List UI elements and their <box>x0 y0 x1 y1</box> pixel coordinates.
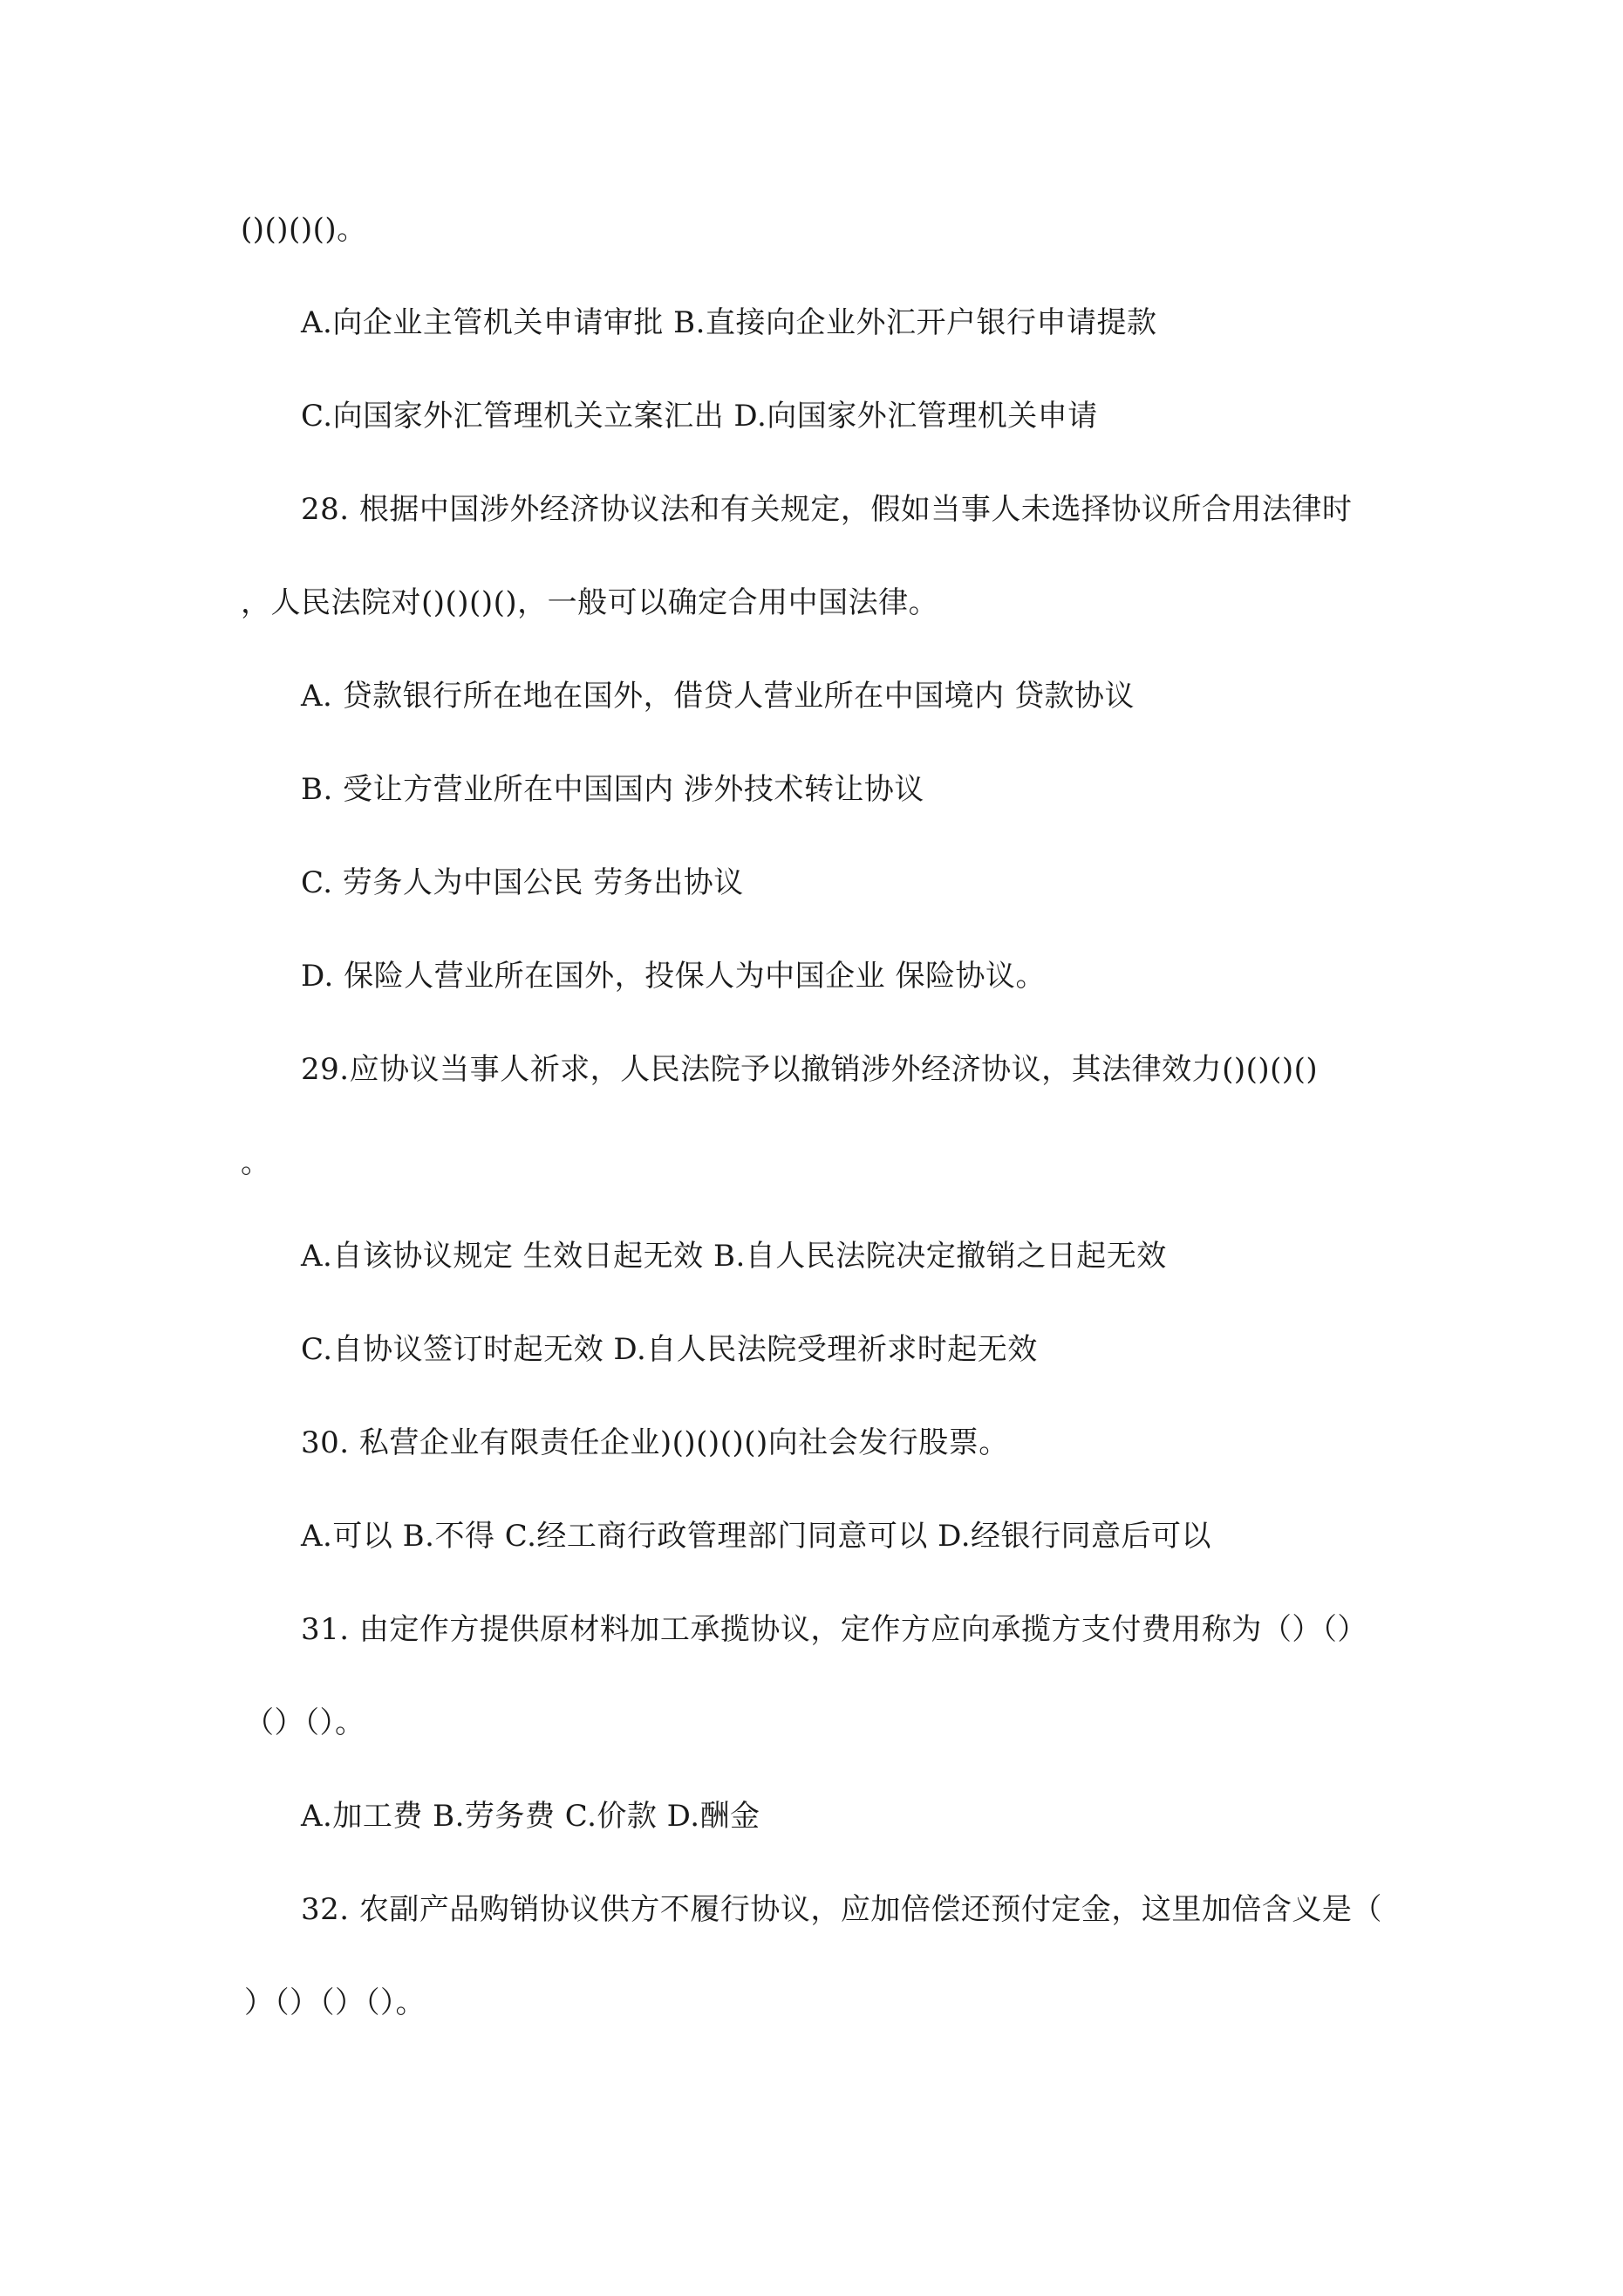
question-31-stem-continued: （）（）。 <box>244 1705 365 1740</box>
question-32-stem: 32. 农副产品购销协议供方不履行协议，应加倍偿还预付定金，这里加倍含义是（ <box>301 1892 1382 1927</box>
question-27-options-ab: A.向企业主管机关申请审批 B.直接向企业外汇开户银行申请提款 <box>301 305 1157 340</box>
question-29-options-cd: C.自协议签订时起无效 D.自人民法院受理祈求时起无效 <box>301 1332 1038 1367</box>
question-28-stem-continued: ，人民法院对()()()()，一般可以确定合用中国法律。 <box>241 585 939 620</box>
question-32-stem-continued: ）（）（）（）。 <box>244 1985 426 2020</box>
question-28-option-a: A. 贷款银行所在地在国外，借贷人营业所在中国境内 贷款协议 <box>301 679 1135 714</box>
question-29-stem: 29.应协议当事人祈求，人民法院予以撤销涉外经济协议，其法律效力()()()() <box>301 1052 1319 1087</box>
question-30-stem: 30. 私营企业有限责任企业)()()()()向社会发行股票。 <box>301 1425 1009 1460</box>
question-29-stem-continued: 。 <box>241 1145 271 1180</box>
question-31-options: A.加工费 B.劳务费 C.价款 D.酬金 <box>301 1799 760 1834</box>
question-29-options-ab: A.自该协议规定 生效日起无效 B.自人民法院决定撤销之日起无效 <box>301 1239 1167 1274</box>
question-28-option-d: D. 保险人营业所在国外，投保人为中国企业 保险协议。 <box>301 959 1046 994</box>
question-27-options-cd: C.向国家外汇管理机关立案汇出 D.向国家外汇管理机关申请 <box>301 399 1098 434</box>
question-31-stem: 31. 由定作方提供原材料加工承揽协议，定作方应向承揽方支付费用称为（）（） <box>301 1612 1367 1647</box>
question-28-stem: 28. 根据中国涉外经济协议法和有关规定，假如当事人未选择协议所合用法律时 <box>301 492 1353 527</box>
question-27-blanks: ()()()()。 <box>241 212 367 247</box>
question-30-options: A.可以 B.不得 C.经工商行政管理部门同意可以 D.经银行同意后可以 <box>301 1519 1212 1554</box>
question-28-option-c: C. 劳务人为中国公民 劳务出协议 <box>301 865 744 900</box>
question-28-option-b: B. 受让方营业所在中国国内 涉外技术转让协议 <box>301 772 924 807</box>
